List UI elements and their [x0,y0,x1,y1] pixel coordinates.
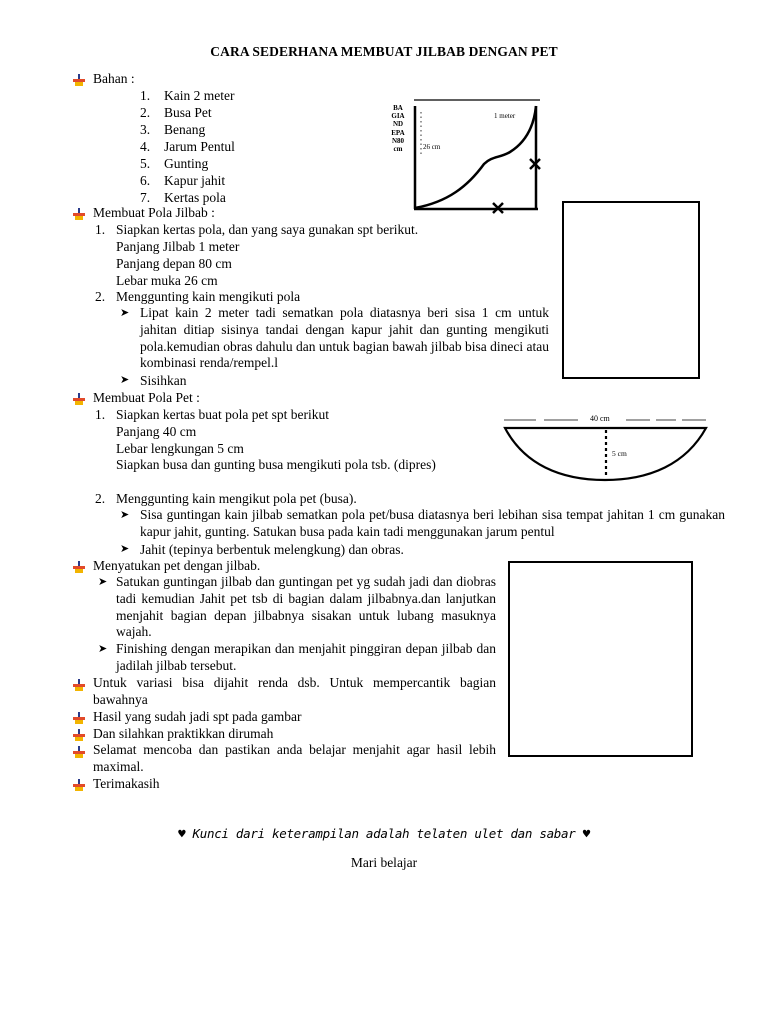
step-number: 1. [95,407,106,422]
list-item: Busa Pet [164,105,212,120]
pola-pet-instruction: Sisa guntingan kain jilbab sematkan pola pet/busa diatasnya beri lebihan sisa tempat jahitan 1 cm gunakan kapur jahit, gunting. Satukan busa pada kain tadi menggunakan jarum pentul [140,507,725,539]
closing-note: Dan silahkan praktikkan dirumah [93,726,274,741]
pola-pet-detail: Panjang 40 cm [116,424,197,439]
closing-note: Untuk variasi bisa dijahit renda dsb. Untuk mempercantik bagian bawahnya [93,675,496,707]
pola-pet-detail: Siapkan busa dan gunting busa mengikuti pola tsb. (dipres) [116,457,436,472]
pola-jilbab-heading: Membuat Pola Jilbab : [93,205,215,220]
pola-jilbab-detail: Panjang Jilbab 1 meter [116,239,240,254]
bullet-icon [73,746,85,758]
menyatukan-finishing: Finishing dengan merapikan dan menjahit pinggiran depan jilbab dan jadilah jilbab tersebut. [116,641,496,673]
bullet-icon [73,712,85,724]
pattern-inner-label: 26 cm [423,143,441,151]
image-placeholder-frame [562,201,700,379]
page-title: CARA SEDERHANA MEMBUAT JILBAB DENGAN PET [210,44,558,59]
pet-width-label: 40 cm [590,414,610,423]
bullet-icon [73,779,85,791]
list-item: Kertas pola [164,190,226,205]
step-number: 1. [95,222,106,237]
image-placeholder-frame [508,561,693,757]
pola-pet-note: Jahit (tepinya berbentuk melengkung) dan obras. [140,542,404,557]
bahan-heading: Bahan : [93,71,135,86]
footer-quote: ♥ Kunci dari keterampilan adalah telaten ulet dan sabar ♥ [178,826,590,841]
arrow-bullet-icon: ➤ [120,509,130,521]
closing-note: Terimakasih [93,776,160,791]
list-item-number: 6. [140,173,151,188]
pet-height-label: 5 cm [612,449,627,458]
list-item-number: 4. [140,139,151,154]
arrow-bullet-icon: ➤ [120,543,130,555]
list-item: Jarum Pentul [164,139,235,154]
closing-note: Hasil yang sudah jadi spt pada gambar [93,709,302,724]
jilbab-pattern-figure [388,96,548,216]
pola-jilbab-note: Sisihkan [140,373,187,388]
list-item-number: 7. [140,190,151,205]
pola-pet-detail: Lebar lengkungan 5 cm [116,441,244,456]
pola-pet-step2: Menggunting kain mengikut pola pet (busa). [116,491,357,506]
bullet-icon [73,561,85,573]
pola-jilbab-step2: Menggunting kain mengikuti pola [116,289,301,304]
pola-pet-step1: Siapkan kertas buat pola pet spt berikut [116,407,329,422]
bullet-icon [73,208,85,220]
bullet-icon [73,729,85,741]
pola-jilbab-step1: Siapkan kertas pola, dan yang saya gunakan spt berikut. [116,222,419,237]
pattern-top-label: 1 meter [494,112,516,120]
bullet-icon [73,393,85,405]
closing-note: Selamat mencoba dan pastikan anda belajar menjahit agar hasil lebih maximal. [93,742,496,774]
menyatukan-heading: Menyatukan pet dengan jilbab. [93,558,261,573]
list-item-number: 2. [140,105,151,120]
pola-jilbab-detail: Panjang depan 80 cm [116,256,232,271]
list-item-number: 5. [140,156,151,171]
bullet-icon [73,74,85,86]
list-item-number: 3. [140,122,151,137]
arrow-bullet-icon: ➤ [120,374,130,386]
list-item-number: 1. [140,88,151,103]
bullet-icon [73,679,85,691]
arrow-bullet-icon: ➤ [98,643,108,655]
list-item: Gunting [164,156,209,171]
arrow-bullet-icon: ➤ [120,307,130,319]
pola-pet-heading: Membuat Pola Pet : [93,390,200,405]
pattern-side-label: BAGIANDEPAN80cm [391,104,405,154]
pattern-curve [415,106,536,208]
menyatukan-instruction: Satukan guntingan jilbab dan guntingan pet yg sudah jadi dan diobras tadi kemudian Jahit pet tsb di bagian dalam jilbabnya.dan lanjutkan menjahit bagian depan jilbabnya sisakan untuk lubang masuknya wajah. [116,574,496,640]
list-item: Benang [164,122,206,137]
pola-jilbab-instruction: Lipat kain 2 meter tadi sematkan pola diatasnya beri sisa 1 cm untuk jahitan ditiap sisinya tandai dengan kapur jahit dan gunting mengikuti pola.kemudian obras dahulu dan untuk bagian bawah jilbab bisa dineci atau kombinasi renda/rempel.l [140,305,550,371]
pola-jilbab-detail: Lebar muka 26 cm [116,273,218,288]
list-item: Kapur jahit [164,173,226,188]
step-number: 2. [95,289,106,304]
arrow-bullet-icon: ➤ [98,576,108,588]
footer-signoff: Mari belajar [350,855,418,870]
pet-pattern-figure [500,408,710,488]
list-item: Kain 2 meter [164,88,235,103]
step-number: 2. [95,491,106,506]
